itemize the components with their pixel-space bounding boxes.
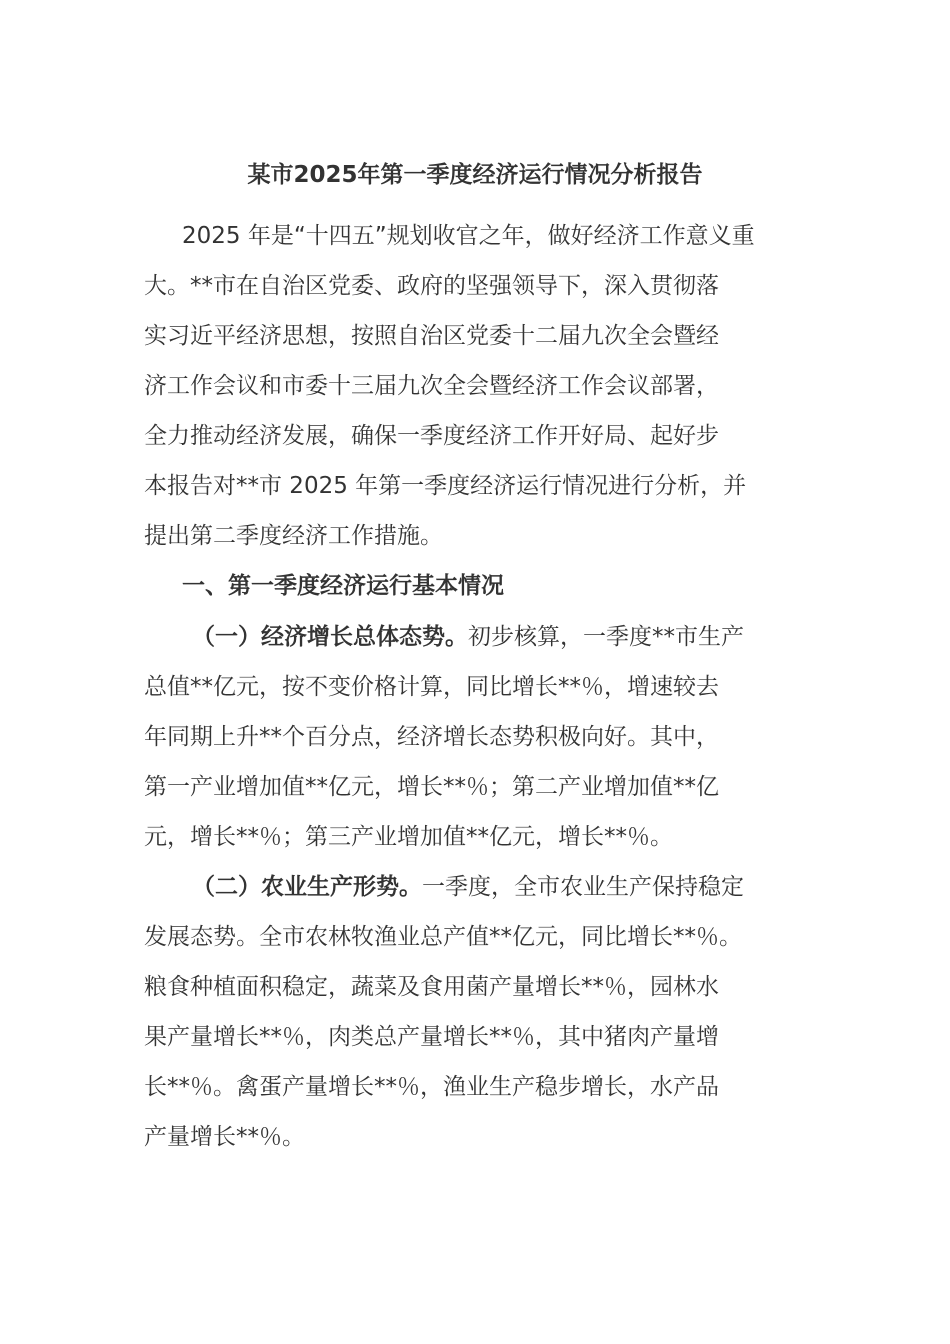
intro-line: 全力推动经济发展，确保一季度经济工作开好局、起好步 [144, 423, 719, 449]
subsection-text: 初步核算，一季度**市生产 [468, 624, 744, 650]
paragraph-line: 产量增长**％。 [144, 1124, 305, 1150]
paragraph-line: 长**％。禽蛋产量增长**％，渔业生产稳步增长，水产品 [144, 1074, 719, 1100]
intro-line: 2025 年是“十四五”规划收官之年，做好经济工作意义重 [182, 223, 755, 249]
subsection-heading: （一）经济增长总体态势。 [192, 624, 468, 650]
intro-line: 济工作会议和市委十三届九次全会暨经济工作会议部署， [144, 373, 719, 399]
subsection-first-line [192, 869, 744, 905]
intro-line: 本报告对**市 2025 年第一季度经济运行情况进行分析，并 [144, 473, 747, 499]
paragraph-line: 发展态势。全市农林牧渔业总产值**亿元，同比增长**％。 [144, 924, 742, 950]
paragraph-line: 果产量增长**％，肉类总产量增长**％，其中猪肉产量增 [144, 1024, 719, 1050]
subsection-first-line [192, 619, 744, 655]
document-title: 某市2025年第一季度经济运行情况分析报告 [247, 162, 703, 188]
paragraph-line: 元，增长**％；第三产业增加值**亿元，增长**％。 [144, 824, 673, 850]
paragraph-line: 年同期上升**个百分点，经济增长态势积极向好。其中， [144, 724, 719, 750]
subsection-heading: （二）农业生产形势。 [192, 874, 422, 900]
intro-line: 大。**市在自治区党委、政府的坚强领导下，深入贯彻落 [144, 273, 719, 299]
paragraph-line: 第一产业增加值**亿元，增长**％；第二产业增加值**亿 [144, 774, 719, 800]
paragraph-line: 总值**亿元，按不变价格计算，同比增长**％，增速较去 [144, 674, 719, 700]
intro-line: 提出第二季度经济工作措施。 [144, 523, 443, 549]
paragraph-line: 粮食种植面积稳定，蔬菜及食用菌产量增长**％，园林水 [144, 974, 719, 1000]
section-heading: 一、第一季度经济运行基本情况 [182, 573, 504, 599]
subsection-text: 一季度，全市农业生产保持稳定 [422, 874, 744, 900]
intro-line: 实习近平经济思想，按照自治区党委十二届九次全会暨经 [144, 323, 719, 349]
